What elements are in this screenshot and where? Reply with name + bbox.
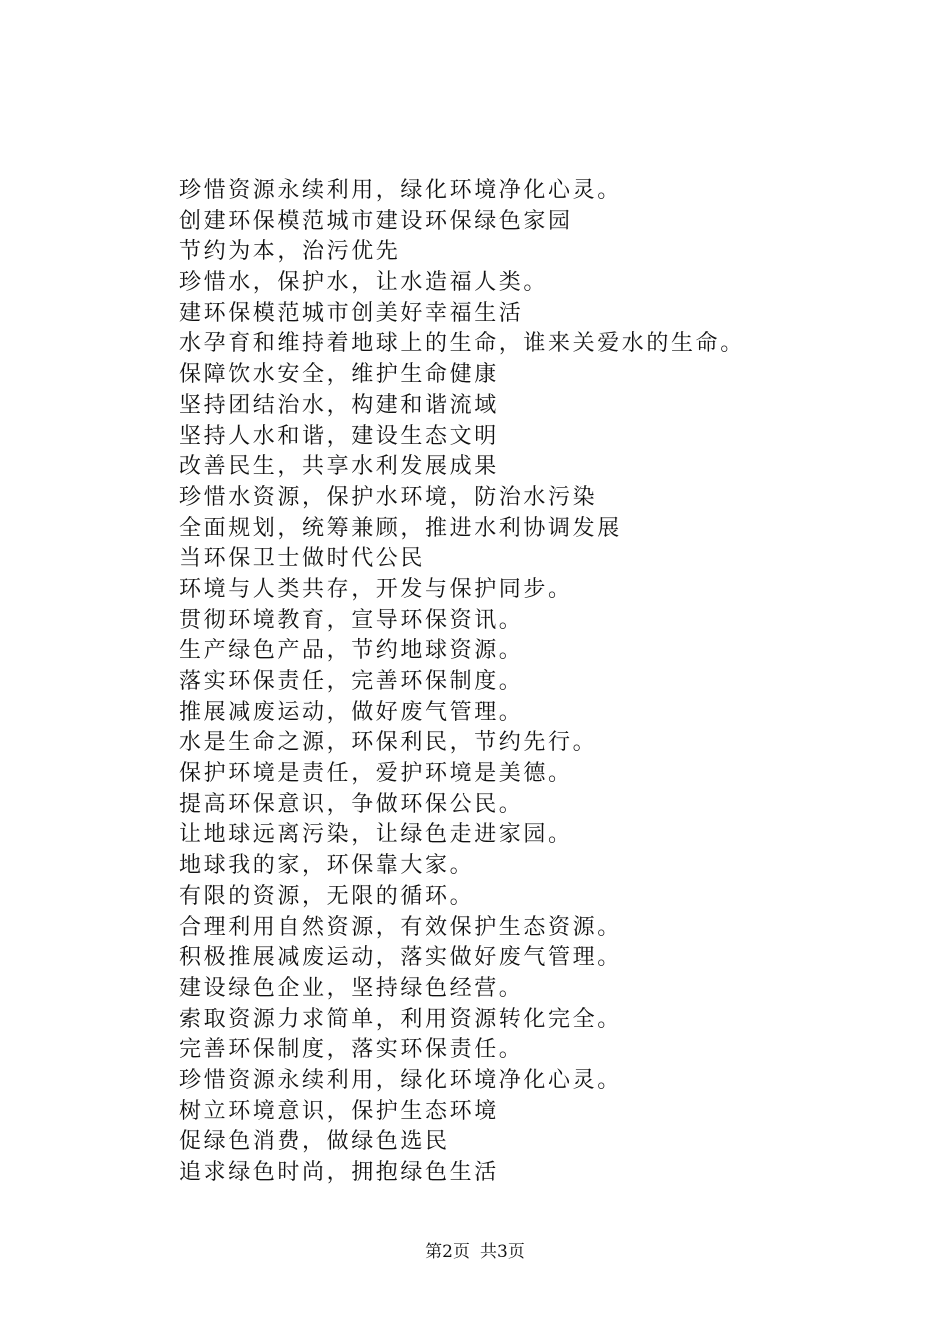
text-line: 地球我的家，环保靠大家。: [179, 853, 475, 879]
text-line: 完善环保制度，落实环保责任。: [179, 1037, 524, 1063]
text-line: 贯彻环境教育，宣导环保资讯。: [179, 607, 524, 633]
text-line: 让地球远离污染，让绿色走进家园。: [179, 822, 573, 848]
text-line: 珍惜水，保护水，让水造福人类。: [179, 270, 549, 296]
text-line: 节约为本，治污优先: [179, 239, 401, 265]
text-line: 建环保模范城市创美好幸福生活: [179, 300, 524, 326]
text-line: 坚持团结治水，构建和谐流域: [179, 392, 499, 418]
text-line: 坚持人水和谐，建设生态文明: [179, 423, 499, 449]
text-line: 珍惜水资源，保护水环境，防治水污染: [179, 484, 598, 510]
text-line: 全面规划，统筹兼顾，推进水利协调发展: [179, 515, 622, 541]
text-line: 树立环境意识，保护生态环境: [179, 1098, 499, 1124]
text-line: 环境与人类共存，开发与保护同步。: [179, 576, 573, 602]
text-line: 落实环保责任，完善环保制度。: [179, 669, 524, 694]
text-line: 珍惜资源永续利用，绿化环境净化心灵。: [179, 178, 622, 203]
text-line: 积极推展减废运动，落实做好废气管理。: [179, 945, 622, 971]
text-line: 有限的资源，无限的循环。: [179, 883, 475, 909]
text-line: 建设绿色企业，坚持绿色经营。: [179, 975, 524, 1001]
text-line: 推展减废运动，做好废气管理。: [179, 699, 524, 725]
text-line: 索取资源力求简单，利用资源转化完全。: [179, 1006, 622, 1032]
text-line: 改善民生，共享水利发展成果: [179, 454, 499, 480]
text-line: 合理利用自然资源，有效保护生态资源。: [179, 914, 622, 940]
slogan-list: [179, 176, 899, 1189]
text-line: 创建环保模范城市建设环保绿色家园: [179, 208, 573, 234]
text-line: 水是生命之源，环保利民，节约先行。: [179, 730, 598, 756]
text-line: 珍惜资源永续利用，绿化环境净化心灵。: [179, 1067, 622, 1093]
text-line: 追求绿色时尚，拥抱绿色生活: [179, 1160, 499, 1185]
text-line: 生产绿色产品，节约地球资源。: [179, 638, 524, 664]
page-total: 共3页: [480, 1242, 525, 1262]
page-footer: [0, 1240, 950, 1264]
text-line: 提高环保意识，争做环保公民。: [179, 791, 524, 817]
text-line: 促绿色消费，做绿色选民: [179, 1129, 450, 1155]
text-line: 水孕育和维持着地球上的生命，谁来关爱水的生命。: [179, 331, 745, 357]
text-line: 当环保卫士做时代公民: [179, 546, 426, 572]
text-line: 保护环境是责任，爱护环境是美德。: [179, 761, 573, 787]
page-number: 第2页: [425, 1242, 470, 1262]
text-line: 保障饮水安全，维护生命健康: [179, 362, 499, 388]
